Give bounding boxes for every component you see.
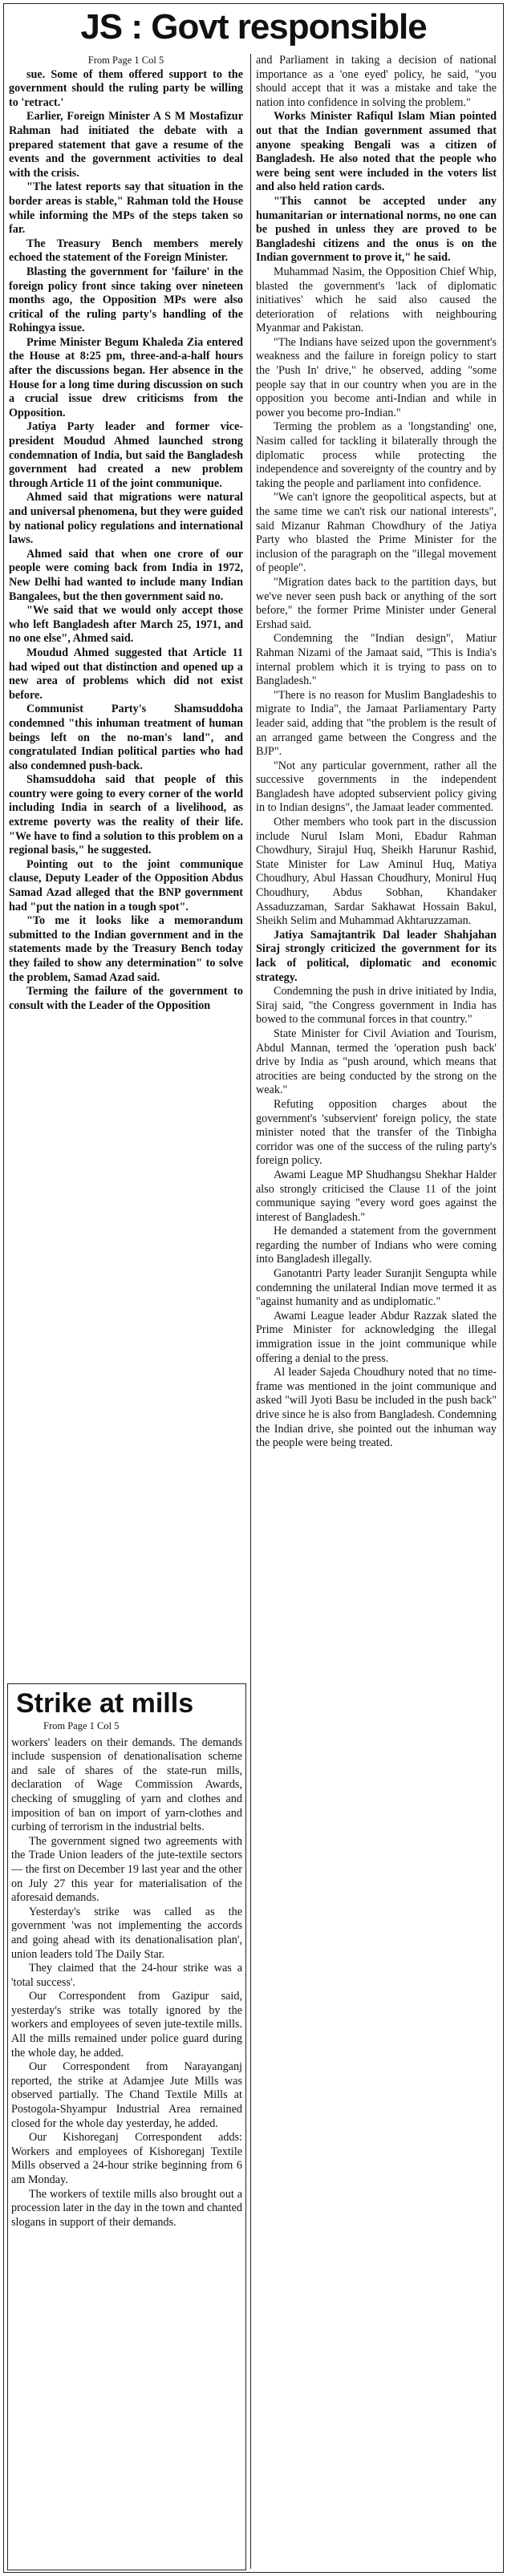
story-paragraph: Condemning the "Indian design", Matiur Rahman Nizami of the Jamaat said, "This is India's internal problem which it is trying to pass on to Bangladesh.": [256, 632, 497, 688]
strike-paragraph: Our Correspondent from Gazipur said, yesterday's strike was totally ignored by the workers and employees of seven jute-textile mills. All the mills remained under police guard during the whole day, he added.: [11, 1990, 242, 2060]
story-paragraph: Ahmed said that when one crore of our people were coming back from India in 1972, New Delhi had wanted to include many Indian Bangalees, but the then government said no.: [9, 547, 243, 603]
story-paragraph: Earlier, Foreign Minister A S M Mostafizur Rahman had initiated the debate with a prepared statement that gave a resume of the events and the government activities to deal with the crisis.: [9, 110, 243, 180]
story-paragraph: Jatiya Party leader and former vice-president Moudud Ahmed launched strong condemnation of India, but said the Bangladesh government had created a new problem through Article 11 of the joint communique.: [9, 420, 243, 490]
strike-paragraph: Our Correspondent from Narayanganj reported, the strike at Adamjee Jute Mills was observed partially. The Chand Textile Mills at Postogola-Shyampur Industrial Area remained closed for the whole day yesterday, he added.: [11, 2060, 242, 2130]
story-paragraph: Prime Minister Begum Khaleda Zia entered the House at 8:25 pm, three-and-a-half hours after the discussions began. Her absence in the House for a long time during discussion on such a crucial issue drew criticisms from the Opposition.: [9, 335, 243, 419]
story-paragraph: Blasting the government for 'failure' in the foreign policy front since taking over nineteen months ago, the Opposition MPs were also critical of the ruling party's handling of the Rohingya issue.: [9, 265, 243, 335]
strike-paragraph: Yesterday's strike was called as the government 'was not implementing the accords and going ahead with its denationalisation plan', union leaders told The Daily Star.: [11, 1905, 242, 1961]
strike-story-box: [7, 1683, 246, 2570]
main-headline: JS : Govt responsible: [80, 7, 427, 47]
story-paragraph: State Minister for Civil Aviation and Tourism, Abdul Mannan, termed the 'operation push back' drive by India as "push around, which means that atrocities are being conducted by the strong on the weak.": [256, 1027, 497, 1097]
strike-paragraph: The government signed two agreements with the Trade Union leaders of the jute-textile sectors — the first on December 19 last year and the other on July 27 this year for materialisation of the aforesaid demands.: [11, 1834, 242, 1905]
story-paragraph: Terming the failure of the government to consult with the Leader of the Opposition: [9, 985, 243, 1012]
main-story-left-column: [9, 54, 243, 1013]
main-dateline: From Page 1 Col 5: [87, 55, 164, 66]
strike-paragraph: The workers of textile mills also brought out a procession later in the day in the town and chanted slogans in support of their demands.: [11, 2187, 242, 2229]
story-paragraph: Pointing out to the joint communique clause, Deputy Leader of the Opposition Abdus Samad Azad alleged that the BNP government had "put the nation in a tough spot".: [9, 857, 243, 913]
strike-paragraph: workers' leaders on their demands. The demands include suspension of denationalisation scheme and sale of shares of the state-run mills, declaration of Wage Commission Awards, checking of smuggling of yarn and clothes and imposition of ban on import of yarn-clothes and curbing of terrorism in the industrial belts.: [11, 1736, 242, 1834]
strike-paragraph: They claimed that the 24-hour strike was a 'total success'.: [11, 1962, 242, 1989]
story-paragraph: "The latest reports say that situation in the border areas is stable," Rahman told the House while informing the MPs of the steps taken so far.: [9, 180, 243, 237]
main-story-right-column: [256, 54, 497, 1451]
story-paragraph: Terming the problem as a 'longstanding' one, Nasim called for tackling it bilaterally through the diplomatic process while protecting the independence and sovereignty of the country and by taking the people and parliament into confidence.: [256, 420, 497, 490]
story-paragraph: Communist Party's Shamsuddoha condemned "this inhuman treatment of human beings left on the no-man's land", and congratulated Indian political parties who had also condemned push-back.: [9, 703, 243, 772]
story-paragraph: Ganotantri Party leader Suranjit Sengupta while condemning the unilateral Indian move termed it as "against humanity and as undiplomatic.": [256, 1267, 497, 1309]
story-paragraph: "This cannot be accepted under any humanitarian or international norms, no one can be pushed in unless they are proved to be Bangladeshi citizens and the onus is on the Indian government to prove it," he said.: [256, 194, 497, 265]
story-paragraph: Muhammad Nasim, the Opposition Chief Whip, blasted the government's 'lack of diplomatic initiatives' which he said also caused the deterioration of relations with neighbouring Myanmar and Pakistan.: [256, 265, 497, 335]
story-paragraph: Jatiya Samajtantrik Dal leader Shahjahan Siraj strongly criticized the government for its lack of political, diplomatic and economic strategy.: [256, 928, 497, 984]
story-paragraph: "We said that we would only accept those who left Bangladesh after March 25, 1971, and no one else", Ahmed said.: [9, 604, 243, 646]
column-rule: [250, 54, 251, 2569]
story-paragraph: "Migration dates back to the partition days, but we've never seen push back or anything of the sort before," the former Prime Minister under General Ershad said.: [256, 575, 497, 631]
story-paragraph: Works Minister Rafiqul Islam Mian pointed out that the Indian government assumed that anyone speaking Bengali was a citizen of Bangladesh. He also noted that the people who were being sent were included in the voters list and also held ration cards.: [256, 110, 497, 194]
story-paragraph: and Parliament in taking a decision of national importance as a 'one eyed' policy, he said, "you should accept that it was a mistake and take the nation into confidence in solving the problem.": [256, 54, 497, 109]
story-paragraph: Refuting opposition charges about the government's 'subservient' foreign policy, the state minister noted that the transfer of the Tinbigha corridor was one of the success of the ruling party's foreign policy.: [256, 1097, 497, 1168]
newspaper-clipping: [3, 3, 504, 2573]
story-paragraph: Shamsuddoha said that people of this country were going to every corner of the world including India in search of a livelihood, as extreme poverty was the reality of their life. "We have to find a solution to this problem on a regional basis," he suggested.: [9, 773, 243, 857]
strike-paragraph: Our Kishoreganj Correspondent adds: Workers and employees of Kishoreganj Textile Mills observed a 24-hour strike beginning from 6 am Monday.: [11, 2131, 242, 2186]
story-paragraph: Awami League leader Abdur Razzak slated the Prime Minister for acknowledging the illegal immigration issue in the joint communique while offering a denial to the press.: [256, 1309, 497, 1365]
story-paragraph: Other members who took part in the discussion include Nurul Islam Moni, Ebadur Rahman Chowdhury, Sirajul Huq, Sheikh Harunur Rashid, State Minister for Law Aminul Huq, Matiya Choudhury, Abul Hassan Choudhury, Monirul Huq Choudhury, Abdus Sobhan, Khandaker Assaduzzaman, Sardar Sakhawat Hossain Bakul, Sheikh Selim and Muhammad Akhtaruzzaman.: [256, 816, 497, 928]
story-paragraph: Awami League MP Shudhangsu Shekhar Halder also strongly criticised the Clause 11 of the joint communique saying "every word goes against the interest of Bangladesh.": [256, 1168, 497, 1224]
strike-dateline: From Page 1 Col 5: [43, 1720, 120, 1732]
story-paragraph: Condemning the push in drive initiated by India, Siraj said, "the Congress government in India has bowed to the communal forces in that country.": [256, 985, 497, 1027]
story-paragraph: The Treasury Bench members merely echoed the statement of the Foreign Minister.: [9, 237, 243, 265]
story-paragraph: "There is no reason for Muslim Bangladeshis to migrate to India", the Jamaat Parliamentary Party leader said, adding that "the problem is the result of an arranged game between the Congress and the BJP".: [256, 688, 497, 759]
story-paragraph: Al leader Sajeda Choudhury noted that no time-frame was mentioned in the joint communique and asked "will Jyoti Basu be included in the push back" drive since he is also from Bangladesh. Condemning the Indian drive, she pointed out the inhuman way the people were being treated.: [256, 1366, 497, 1450]
story-paragraph: Ahmed said that migrations were natural and universal phenomena, but they were guided by national policy regulations and international laws.: [9, 491, 243, 547]
story-paragraph: "Not any particular government, rather all the successive governments in the independent Bangladesh have adopted subservient policy giving in to Indian designs", the Jamaat leader commented.: [256, 759, 497, 815]
story-paragraph: "We can't ignore the geopolitical aspects, but at the same time we can't risk our national interests", said Mizanur Rahman Chowdhury of the Jatiya Party who blasted the Prime Minister for the inclusion of the paragraph on the "illegal movement of people".: [256, 491, 497, 575]
strike-story-column: [11, 1687, 242, 2230]
story-paragraph: "The Indians have seized upon the government's weakness and the failure in foreign policy to start the 'Push In' drive," he observed, adding "some people say that in our country when you are in the opposition you become anti-Indian and while in power you become pro-Indian.": [256, 335, 497, 419]
story-paragraph: sue. Some of them offered support to the government should the ruling party be willing to 'retract.': [9, 67, 243, 109]
story-paragraph: Moudud Ahmed suggested that Article 11 had wiped out that distinction and opened up a new area of problems which did not exist before.: [9, 646, 243, 702]
story-paragraph: He demanded a statement from the government regarding the number of Indians who were coming into Bangladesh illegally.: [256, 1225, 497, 1266]
story-paragraph: "To me it looks like a memorandum submitted to the Indian government and in the statements made by the Treasury Bench today they failed to show any determination" to solve the problem, Samad Azad said.: [9, 914, 243, 984]
strike-headline: Strike at mills: [16, 1688, 194, 1719]
